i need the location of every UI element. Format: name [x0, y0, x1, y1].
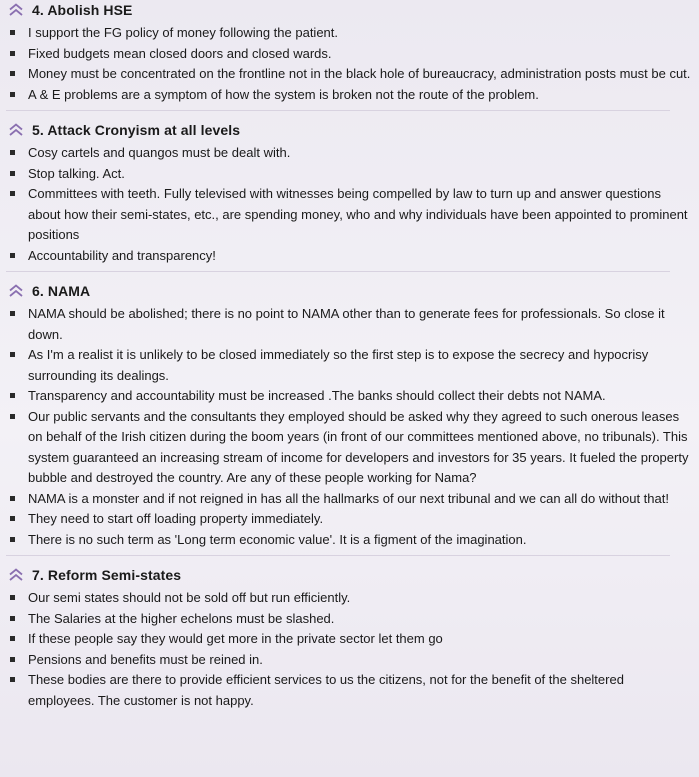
list-item: [6, 386, 693, 407]
list-item: [6, 489, 693, 510]
list-item-text: Cosy cartels and quangos must be dealt with.: [28, 145, 291, 160]
list-item: [6, 629, 693, 650]
list-item-text: Money must be concentrated on the frontline not in the black hole of bureaucracy, administration posts must be cut.: [28, 66, 691, 81]
bullet-icon: [10, 30, 15, 35]
list-item: [6, 184, 693, 246]
bullet-icon: [10, 352, 15, 357]
list-item: [6, 609, 693, 630]
section-abolish-hse: [6, 0, 693, 111]
section-title: 5. Attack Cronyism at all levels: [32, 122, 241, 138]
list-item-text: Our semi states should not be sold off but run efficiently.: [28, 590, 351, 605]
list-item: [6, 530, 693, 551]
list-item: [6, 509, 693, 530]
list-item: [6, 85, 693, 106]
bullet-icon: [10, 677, 15, 682]
list-item: [6, 407, 693, 489]
collapse-chevron-icon[interactable]: [8, 284, 24, 298]
bullet-icon: [10, 516, 15, 521]
section-divider: [6, 555, 670, 556]
bullet-icon: [10, 51, 15, 56]
list-item: [6, 345, 693, 386]
list-item: [6, 44, 693, 65]
list-item-text: Fixed budgets mean closed doors and closed wards.: [28, 45, 332, 61]
list-item-text: Transparency and accountability must be increased .The banks should collect their debts not NAMA.: [28, 388, 606, 403]
collapse-chevron-icon[interactable]: [8, 3, 24, 17]
list-item: [6, 670, 693, 711]
collapse-chevron-icon[interactable]: [8, 568, 24, 582]
bullet-icon: [10, 92, 15, 97]
list-item: [6, 650, 693, 671]
bullet-icon: [10, 150, 15, 155]
bullet-icon: [10, 71, 15, 76]
section-nama: [6, 282, 693, 556]
list-item-text: As I'm a realist it is unlikely to be closed immediately so the first step is to expose the secrecy and hypocrisy surrounding its dealings.: [28, 347, 649, 383]
list-item-text: The Salaries at the higher echelons must be slashed.: [28, 610, 335, 626]
list-item: [6, 588, 693, 609]
list-item-text: Pensions and benefits must be reined in.: [28, 651, 263, 667]
list-item-text: Accountability and transparency!: [28, 247, 216, 263]
list-item: [6, 64, 693, 85]
bullet-icon: [10, 616, 15, 621]
bullet-icon: [10, 414, 15, 419]
bullet-list: [6, 304, 693, 550]
section-title: 6. NAMA: [32, 283, 91, 299]
list-item-text: A & E problems are a symptom of how the system is broken not the route of the problem.: [28, 86, 539, 102]
list-item-text: NAMA should be abolished; there is no point to NAMA other than to generate fees for professionals. So close it down.: [28, 306, 665, 342]
section-header[interactable]: [6, 566, 693, 584]
list-item-text: NAMA is a monster and if not reigned in has all the hallmarks of our next tribunal and we can all do without that!: [28, 490, 669, 506]
list-item-text: They need to start off loading property immediately.: [28, 511, 324, 526]
bullet-list: [6, 143, 693, 266]
list-item-text: Committees with teeth. Fully televised with witnesses being compelled by law to turn up and answer questions about how their semi-states, etc., are spending money, who and why individuals have been appointed to prominent positions: [28, 186, 688, 242]
bullet-icon: [10, 171, 15, 176]
list-item-text: If these people say they would get more in the private sector let them go: [28, 631, 443, 646]
list-item: [6, 304, 693, 345]
list-item-text: These bodies are there to provide efficient services to us the citizens, not for the benefit of the sheltered employees. The customer is not happy.: [28, 672, 624, 708]
section-divider: [6, 110, 670, 111]
list-item-text: I support the FG policy of money following the patient.: [28, 25, 339, 40]
section-header[interactable]: [6, 1, 693, 19]
bullet-icon: [10, 636, 15, 641]
bullet-icon: [10, 393, 15, 398]
section-header[interactable]: [6, 282, 693, 300]
section-header[interactable]: [6, 121, 693, 139]
section-title: 7. Reform Semi-states: [32, 567, 182, 583]
section-attack-cronyism: [6, 121, 693, 272]
list-item: [6, 143, 693, 164]
list-item: [6, 164, 693, 185]
bullet-list: [6, 588, 693, 711]
list-item-text: Our public servants and the consultants they employed should be asked why they agreed to such onerous leases on behalf of the Irish citizen during the boom years (in front of our committees mentioned above, no tribunals). This system guaranteed an increasing stream of income for developers and investors for 35 years. It fueled the property bubble and destroyed the country. Are any of these people working for Nama?: [28, 408, 689, 485]
bullet-icon: [10, 311, 15, 316]
list-item: [6, 246, 693, 267]
bullet-icon: [10, 496, 15, 501]
list-item: [6, 23, 693, 44]
list-item-text: There is no such term as 'Long term economic value'. It is a figment of the imagination.: [28, 531, 527, 547]
section-divider: [6, 271, 670, 272]
bullet-icon: [10, 537, 15, 542]
section-title: 4. Abolish HSE: [32, 2, 133, 18]
section-reform-semi-states: [6, 566, 693, 711]
bullet-icon: [10, 253, 15, 258]
bullet-list: [6, 23, 693, 105]
list-item-text: Stop talking. Act.: [28, 165, 125, 181]
bullet-icon: [10, 595, 15, 600]
bullet-icon: [10, 657, 15, 662]
bullet-icon: [10, 191, 15, 196]
collapse-chevron-icon[interactable]: [8, 123, 24, 137]
